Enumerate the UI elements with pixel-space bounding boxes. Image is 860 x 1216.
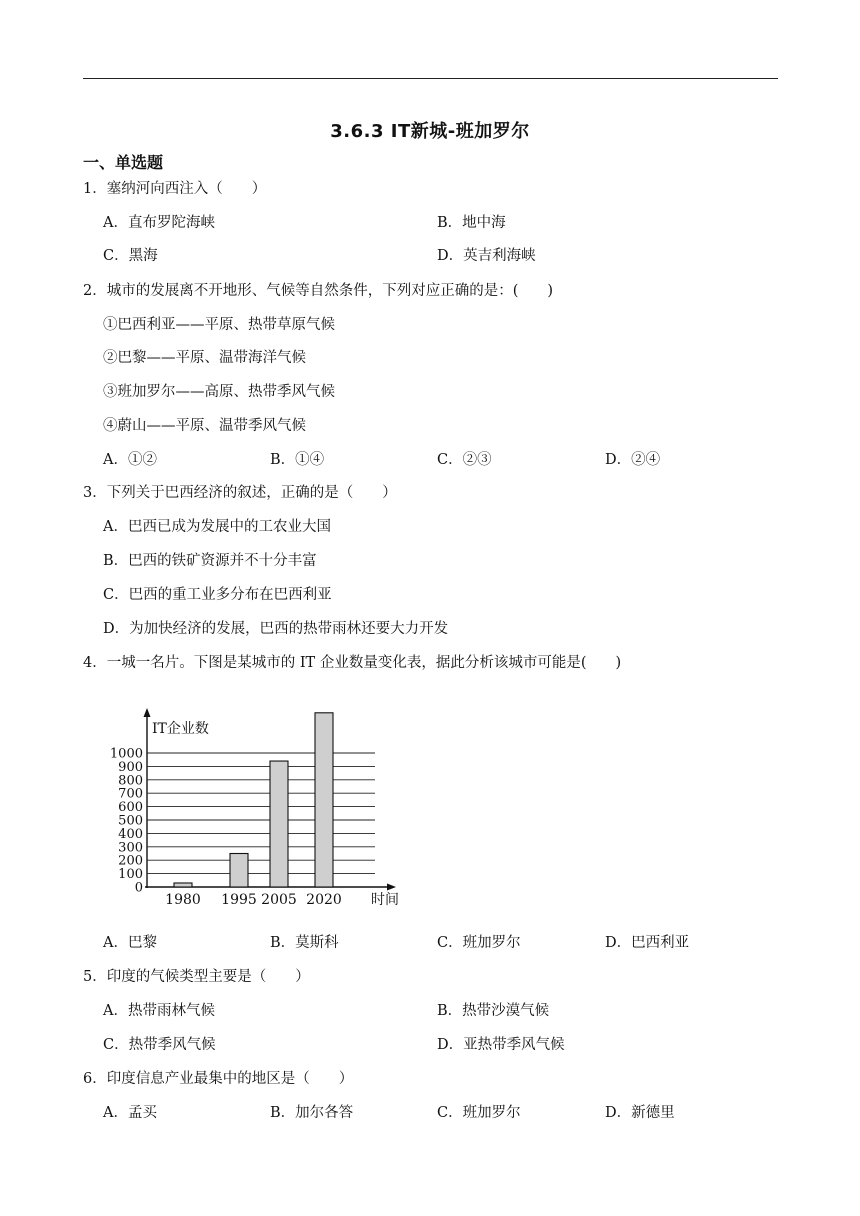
q2-option-d[interactable]: D．②④ xyxy=(605,452,661,468)
q4-option-c[interactable]: C．班加罗尔 xyxy=(437,935,521,951)
x-tick-label: 2005 xyxy=(261,892,297,908)
x-tick-label: 1980 xyxy=(165,892,201,908)
bar xyxy=(230,854,248,888)
y-tick-label: 1000 xyxy=(109,746,143,762)
y-tick-label: 700 xyxy=(118,786,143,802)
y-tick-label: 800 xyxy=(118,773,143,789)
page-title: 3.6.3 IT新城-班加罗尔 xyxy=(330,121,530,142)
q2-statement-2: ②巴黎——平原、温带海洋气候 xyxy=(103,350,306,366)
bar xyxy=(174,883,192,887)
x-tick-label: 1995 xyxy=(221,892,257,908)
q4-option-d[interactable]: D．巴西利亚 xyxy=(605,935,690,951)
y-tick-label: 400 xyxy=(118,826,143,842)
q3-option-d[interactable]: D．为加快经济的发展，巴西的热带雨林还要大力开发 xyxy=(103,621,449,637)
x-tick-label: 2020 xyxy=(306,892,342,908)
q6-option-a[interactable]: A．孟买 xyxy=(103,1105,157,1121)
question-5-stem: 5．印度的气候类型主要是（ ） xyxy=(83,969,310,985)
q2-option-c[interactable]: C．②③ xyxy=(437,452,492,468)
q2-statement-4: ④蔚山——平原、温带季风气候 xyxy=(103,418,306,434)
y-tick-label: 600 xyxy=(118,800,143,816)
section-heading: 一、单选题 xyxy=(83,153,164,172)
y-tick-label: 200 xyxy=(118,853,143,869)
it-companies-bar-chart xyxy=(103,700,403,915)
y-axis-arrow xyxy=(144,708,151,717)
y-tick-label: 500 xyxy=(118,813,143,829)
q6-option-d[interactable]: D．新德里 xyxy=(605,1105,675,1121)
bar xyxy=(315,713,333,887)
q1-option-c[interactable]: C．黑海 xyxy=(103,248,158,264)
q4-option-b[interactable]: B．莫斯科 xyxy=(270,935,339,951)
header-rule xyxy=(83,78,778,79)
q1-option-b[interactable]: B．地中海 xyxy=(437,215,506,231)
question-3-stem: 3．下列关于巴西经济的叙述，正确的是（ ） xyxy=(83,485,397,501)
q3-option-a[interactable]: A．巴西已成为发展中的工农业大国 xyxy=(103,519,331,535)
q2-statement-3: ③班加罗尔——高原、热带季风气候 xyxy=(103,384,335,400)
question-4-stem: 4．一城一名片。下图是某城市的 IT 企业数量变化表，据此分析该城市可能是( ) xyxy=(83,655,622,671)
y-tick-label: 0 xyxy=(134,880,143,896)
question-1-stem: 1．塞纳河向西注入（ ） xyxy=(83,181,267,197)
q3-option-b[interactable]: B．巴西的铁矿资源并不十分丰富 xyxy=(103,553,317,569)
bar xyxy=(270,761,288,887)
q5-option-a[interactable]: A．热带雨林气候 xyxy=(103,1003,215,1019)
q2-option-a[interactable]: A．①② xyxy=(103,452,157,468)
q6-option-b[interactable]: B．加尔各答 xyxy=(270,1105,354,1121)
q1-option-a[interactable]: A．直布罗陀海峡 xyxy=(103,215,215,231)
q5-option-c[interactable]: C．热带季风气候 xyxy=(103,1037,216,1053)
q3-option-c[interactable]: C．巴西的重工业多分布在巴西利亚 xyxy=(103,587,332,603)
y-tick-label: 300 xyxy=(118,840,143,856)
q6-option-c[interactable]: C．班加罗尔 xyxy=(437,1105,521,1121)
x-axis-title: 时间 xyxy=(371,892,399,908)
y-tick-label: 900 xyxy=(118,759,143,775)
q4-option-a[interactable]: A．巴黎 xyxy=(103,935,157,951)
question-6-stem: 6．印度信息产业最集中的地区是（ ） xyxy=(83,1071,354,1087)
q5-option-b[interactable]: B．热带沙漠气候 xyxy=(437,1003,550,1019)
q2-option-b[interactable]: B．①④ xyxy=(270,452,325,468)
q2-statement-1: ①巴西利亚——平原、热带草原气候 xyxy=(103,317,335,333)
y-axis-title: IT企业数 xyxy=(152,721,209,737)
question-2-stem: 2．城市的发展离不开地形、气候等自然条件，下列对应正确的是：( ) xyxy=(83,283,554,299)
x-axis-arrow xyxy=(387,884,396,891)
q5-option-d[interactable]: D．亚热带季风气候 xyxy=(437,1037,565,1053)
y-tick-label: 100 xyxy=(118,867,143,883)
q1-option-d[interactable]: D．英吉利海峡 xyxy=(437,248,536,264)
